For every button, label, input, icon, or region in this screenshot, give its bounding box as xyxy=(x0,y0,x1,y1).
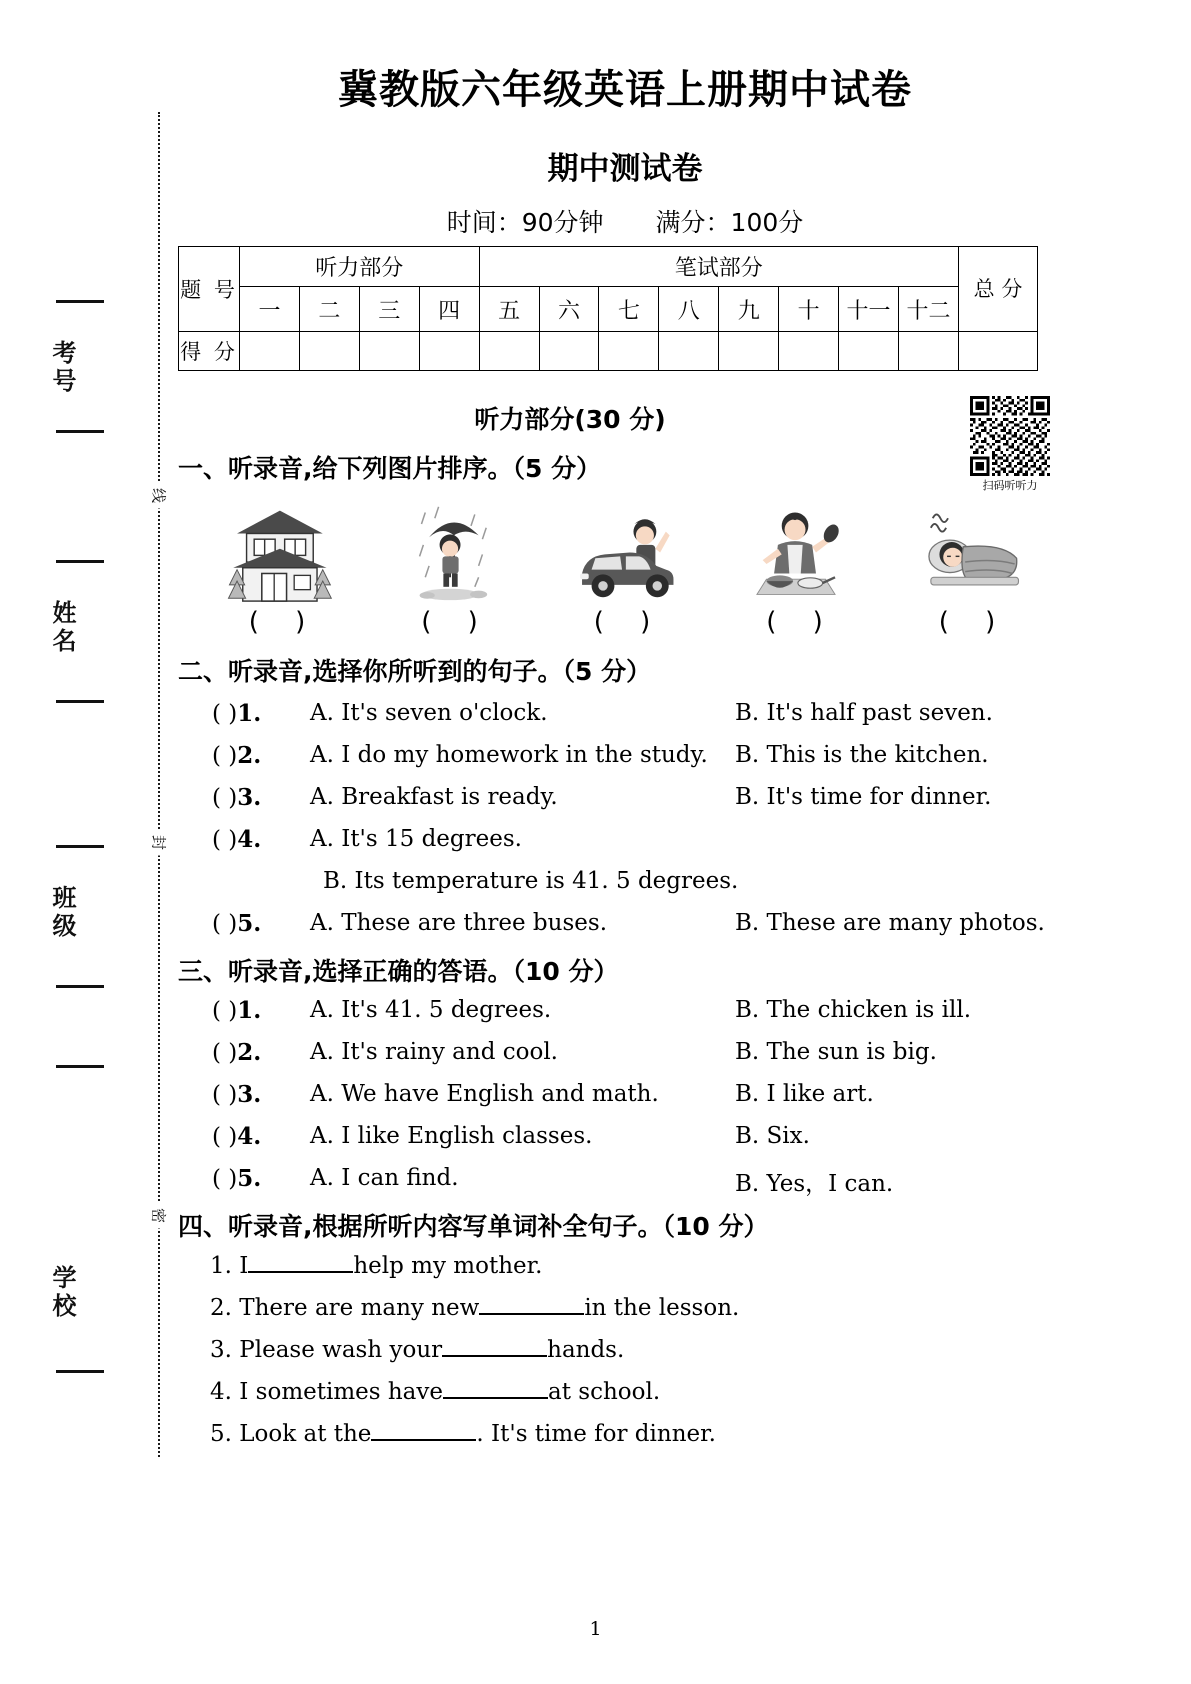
picture-item xyxy=(890,503,1050,637)
question-index: 5. xyxy=(237,1165,262,1192)
sleeping-icon xyxy=(908,503,1032,603)
option-a[interactable]: A. It's rainy and cool. xyxy=(310,1039,558,1065)
score-table-q2: 二 xyxy=(299,287,359,332)
score-cell-1[interactable] xyxy=(240,332,300,371)
answer-bracket[interactable]: ( ) xyxy=(212,827,238,853)
option-a[interactable]: A. It's 41. 5 degrees. xyxy=(310,997,552,1023)
question-index: 2. xyxy=(237,1039,262,1066)
question-row xyxy=(212,1123,261,1150)
score-cell-9[interactable] xyxy=(719,332,779,371)
seal-char-feng: 封 xyxy=(149,830,170,856)
picture-answer-box[interactable]: ( ) xyxy=(593,607,665,637)
question-index: 2. xyxy=(237,742,262,769)
rain-umbrella-icon xyxy=(391,503,515,603)
answer-bracket[interactable]: ( ) xyxy=(212,1082,238,1108)
score-cell-8[interactable] xyxy=(659,332,719,371)
option-a[interactable]: A. I do my homework in the study. xyxy=(310,742,708,768)
fill-index: 5. xyxy=(210,1421,232,1447)
picture-answer-box[interactable]: ( ) xyxy=(421,607,492,637)
answer-blank[interactable] xyxy=(371,1421,476,1441)
field-exam-number: 考号 xyxy=(48,340,76,396)
option-a[interactable]: A. We have English and math. xyxy=(310,1081,659,1107)
answer-bracket[interactable]: ( ) xyxy=(212,1124,238,1150)
fill-text-before: Please wash your xyxy=(239,1337,443,1363)
picture-item xyxy=(373,503,533,637)
seal-char-mi: 密 xyxy=(149,1203,170,1229)
score-cell-3[interactable] xyxy=(359,332,419,371)
fill-in-row xyxy=(210,1337,624,1363)
picture-item xyxy=(718,503,878,637)
fill-text-before: Look at the xyxy=(239,1421,372,1447)
score-cell-12[interactable] xyxy=(898,332,958,371)
fill-in-row xyxy=(210,1421,716,1447)
field-name: 姓名 xyxy=(48,600,76,656)
exam-meta xyxy=(175,203,1075,239)
rule-class-top xyxy=(56,845,104,848)
picture-answer-box[interactable]: ( ) xyxy=(766,607,837,637)
fill-text-before: There are many new xyxy=(239,1295,480,1321)
score-table-q9: 九 xyxy=(719,287,779,332)
option-b[interactable]: B. The chicken is ill. xyxy=(735,997,972,1023)
page-subtitle: 期中测试卷 xyxy=(547,151,703,187)
question-row xyxy=(212,826,261,853)
score-table-q8: 八 xyxy=(659,287,719,332)
question-index: 1. xyxy=(237,997,262,1024)
score-cell-2[interactable] xyxy=(299,332,359,371)
question-row xyxy=(212,1165,261,1192)
option-b[interactable]: B. This is the kitchen. xyxy=(735,742,989,768)
score-table-q6: 六 xyxy=(539,287,599,332)
picture-answer-box[interactable]: ( ) xyxy=(248,607,320,637)
fill-text-after: in the lesson. xyxy=(584,1295,740,1321)
score-table-number-row xyxy=(179,287,1038,332)
score-table-q11: 十一 xyxy=(839,287,899,332)
question-row xyxy=(212,997,261,1024)
score-table-row-label-score: 得 分 xyxy=(179,332,240,371)
section-3-title: 三、听录音,选择正确的答语。（10 分） xyxy=(178,957,619,986)
house-icon xyxy=(218,503,342,603)
rule-school-bottom xyxy=(56,1370,104,1373)
answer-bracket[interactable]: ( ) xyxy=(212,701,238,727)
question-index: 3. xyxy=(237,1081,262,1108)
option-b[interactable]: B. Yes，I can. xyxy=(735,1171,894,1197)
page-number: 1 xyxy=(589,1618,602,1640)
answer-bracket[interactable]: ( ) xyxy=(212,743,238,769)
rule-exam-number-bottom xyxy=(56,430,104,433)
section-2-title: 二、听录音,选择你所听到的句子。（5 分） xyxy=(178,657,652,686)
question-index: 1. xyxy=(237,700,262,727)
fill-text-after: help my mother. xyxy=(353,1253,543,1279)
answer-bracket[interactable]: ( ) xyxy=(212,911,238,937)
score-table-total-header: 总 分 xyxy=(959,247,1038,332)
section-1-title: 一、听录音,给下列图片排序。（5 分） xyxy=(178,454,602,483)
score-table-group-row xyxy=(179,247,1038,287)
fill-text-after: hands. xyxy=(547,1337,625,1363)
field-class: 班级 xyxy=(48,885,76,941)
score-table-q1: 一 xyxy=(240,287,300,332)
score-table-q12: 十二 xyxy=(898,287,958,332)
picture-answer-box[interactable]: ( ) xyxy=(938,607,1010,637)
score-table-q4: 四 xyxy=(419,287,479,332)
rule-name-bottom xyxy=(56,700,104,703)
option-a[interactable]: A. I like English classes. xyxy=(310,1123,593,1149)
option-b[interactable]: B. It's time for dinner. xyxy=(735,784,992,810)
qr-caption: 扫码听听力 xyxy=(982,479,1038,492)
fill-text-after: . It's time for dinner. xyxy=(476,1421,716,1447)
listening-part-heading: 听力部分(30 分) xyxy=(474,405,666,434)
score-table-group-written: 笔试部分 xyxy=(479,247,958,287)
score-table-q10: 十 xyxy=(779,287,839,332)
score-table-q5: 五 xyxy=(479,287,539,332)
fill-text-after: at school. xyxy=(548,1379,661,1405)
fill-in-row xyxy=(210,1295,739,1321)
rule-name-top xyxy=(56,560,104,563)
fill-index: 1. xyxy=(210,1253,232,1279)
question-index: 4. xyxy=(237,826,262,853)
option-a[interactable]: A. These are three buses. xyxy=(310,910,608,936)
question-row xyxy=(212,784,261,811)
question-index: 3. xyxy=(237,784,262,811)
fill-in-row xyxy=(210,1379,660,1405)
option-b[interactable]: B. Its temperature is 41. 5 degrees. xyxy=(323,868,739,894)
field-school: 学校 xyxy=(48,1265,76,1321)
question-row xyxy=(212,700,261,727)
option-b[interactable]: B. I like art. xyxy=(735,1081,874,1107)
fill-in-row xyxy=(210,1253,542,1279)
page-title: 冀教版六年级英语上册期中试卷 xyxy=(338,67,912,113)
score-cell-11[interactable] xyxy=(839,332,899,371)
picture-item xyxy=(200,503,360,637)
option-b[interactable]: B. Six. xyxy=(735,1123,810,1149)
score-table-q3: 三 xyxy=(359,287,419,332)
question-row xyxy=(212,1039,261,1066)
score-cell-10[interactable] xyxy=(779,332,839,371)
question-index: 4. xyxy=(237,1123,262,1150)
option-a[interactable]: A. It's seven o'clock. xyxy=(310,700,548,726)
option-a[interactable]: A. It's 15 degrees. xyxy=(310,826,522,852)
fill-index: 2. xyxy=(210,1295,232,1321)
cooking-icon xyxy=(736,503,860,603)
question-row xyxy=(212,1081,261,1108)
answer-bracket[interactable]: ( ) xyxy=(212,1040,238,1066)
section-1-picture-row xyxy=(200,503,1050,637)
option-b[interactable]: B. The sun is big. xyxy=(735,1039,937,1065)
qr-code-icon[interactable] xyxy=(970,396,1050,476)
option-b[interactable]: B. These are many photos. xyxy=(735,910,1045,936)
answer-bracket[interactable]: ( ) xyxy=(212,1166,238,1192)
answer-bracket[interactable]: ( ) xyxy=(212,785,238,811)
answer-bracket[interactable]: ( ) xyxy=(212,998,238,1024)
answer-blank[interactable] xyxy=(248,1253,353,1273)
answer-blank[interactable] xyxy=(442,1337,547,1357)
question-row xyxy=(212,742,261,769)
binding-margin xyxy=(0,0,175,1684)
seal-char-line: 线 xyxy=(149,483,170,509)
section-4-title: 四、听录音,根据所听内容写单词补全句子。（10 分） xyxy=(178,1212,769,1241)
rule-exam-number-top xyxy=(56,300,104,303)
exam-total-score: 满分：100分 xyxy=(655,208,804,237)
answer-blank[interactable] xyxy=(443,1379,548,1399)
answer-blank[interactable] xyxy=(479,1295,584,1315)
exam-duration: 时间：90分钟 xyxy=(446,208,604,237)
score-table-q7: 七 xyxy=(599,287,659,332)
option-a[interactable]: A. I can find. xyxy=(310,1165,459,1191)
qr-code-block[interactable] xyxy=(966,396,1054,493)
score-cell-4[interactable] xyxy=(419,332,479,371)
fill-text-before: I sometimes have xyxy=(239,1379,443,1405)
score-table-row-label-number: 题 号 xyxy=(179,247,240,332)
seal-dotted-line xyxy=(158,112,160,1457)
question-index: 5. xyxy=(237,910,262,937)
rule-school-top xyxy=(56,1065,104,1068)
option-a[interactable]: A. Breakfast is ready. xyxy=(310,784,558,810)
score-table-score-row xyxy=(179,332,1038,371)
score-cell-total[interactable] xyxy=(959,332,1038,371)
picture-item xyxy=(545,503,705,637)
fill-index: 3. xyxy=(210,1337,232,1363)
question-row xyxy=(212,910,261,937)
score-cell-7[interactable] xyxy=(599,332,659,371)
fill-index: 4. xyxy=(210,1379,232,1405)
option-b[interactable]: B. It's half past seven. xyxy=(735,700,993,726)
score-cell-6[interactable] xyxy=(539,332,599,371)
fill-text-before: I xyxy=(239,1253,249,1279)
rule-class-bottom xyxy=(56,985,104,988)
score-cell-5[interactable] xyxy=(479,332,539,371)
score-table xyxy=(178,246,1038,371)
score-table-group-listening: 听力部分 xyxy=(240,247,480,287)
car-driver-icon xyxy=(563,503,687,603)
